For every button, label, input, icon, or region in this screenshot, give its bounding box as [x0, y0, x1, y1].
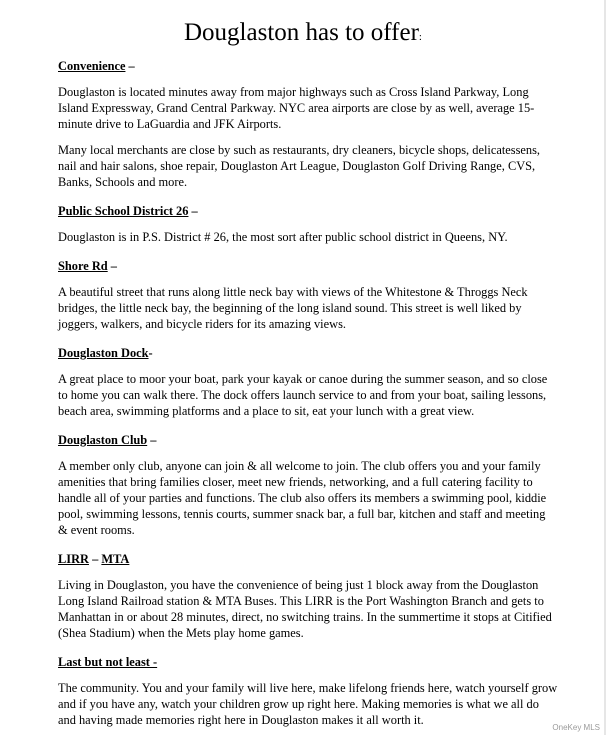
section-heading-lirr-mta: LIRR – MTA: [58, 552, 130, 566]
section-heading-shore-rd: Shore Rd –: [58, 259, 117, 273]
section-paragraph: Douglaston is located minutes away from major highways such as Cross Island Parkway, Long Island Expressway, Grand Central Parkway. NYC area airports are close by as well, average 15-minute drive to LaGuardia and JFK Airports.: [58, 85, 535, 131]
section-heading-douglaston-dock: Douglaston Dock-: [58, 346, 153, 360]
section-heading-douglaston-club: Douglaston Club –: [58, 433, 157, 447]
section-paragraph: A beautiful street that runs along little neck bay with views of the Whitestone & Throggs Neck bridges, the little neck bay, the beginning of the long island sound. This street is well liked by joggers, walkers, and bicycle riders for its amazing views.: [58, 285, 528, 331]
section-paragraph: Many local merchants are close by such as restaurants, dry cleaners, bicycle shops, delicatessens, nail and hair salons, shoe repair, Douglaston Art League, Douglaston Golf Driving Range, CVS, Banks, Schools and more.: [58, 143, 541, 189]
section-heading-school-district: Public School District 26 –: [58, 204, 198, 218]
section-heading-last-but-not-least: Last but not least -: [58, 655, 158, 669]
page-title: [0, 18, 606, 52]
title-text: Douglaston has to offer: [184, 19, 419, 46]
document-body: [58, 58, 558, 738]
title-suffix: :: [418, 31, 422, 43]
section-paragraph: Douglaston is in P.S. District # 26, the most sort after public school district in Queens, NY.: [58, 230, 508, 244]
section-paragraph: Living in Douglaston, you have the convenience of being just 1 block away from the Douglaston Long Island Railroad station & MTA Buses. This LIRR is the Port Washington Branch and gets to Manhattan in or about 28 minutes, direct, no switching trains. In the summertime it stops at Citified (Shea Stadium) when the Mets play home games.: [58, 578, 552, 640]
section-heading-convenience: Convenience –: [58, 59, 135, 73]
section-paragraph: The community. You and your family will live here, make lifelong friends here, watch yourself grow and if you have any, watch your children grow up right here. Making memories is what we all do and having made memories right here in Douglaston makes it all worth it.: [58, 681, 558, 727]
watermark: OneKey MLS: [552, 723, 600, 732]
section-paragraph: A great place to moor your boat, park your kayak or canoe during the summer season, and so close to home you can walk there. The dock offers launch service to and from your boat, sailing lessons, beach area, swimming platforms and a place to sit, eat your lunch with a great view.: [58, 372, 548, 418]
section-paragraph: A member only club, anyone can join & all welcome to join. The club offers you and your family amenities that bring families closer, meet new friends, networking, and a full catering facility to handle all of your parties and functions. The club also offers its members a swimming pool, kiddie pool, swimming lessons, tennis courts, summer snack bar, a full bar, kitchen and staff and meeting & event rooms.: [58, 459, 547, 537]
